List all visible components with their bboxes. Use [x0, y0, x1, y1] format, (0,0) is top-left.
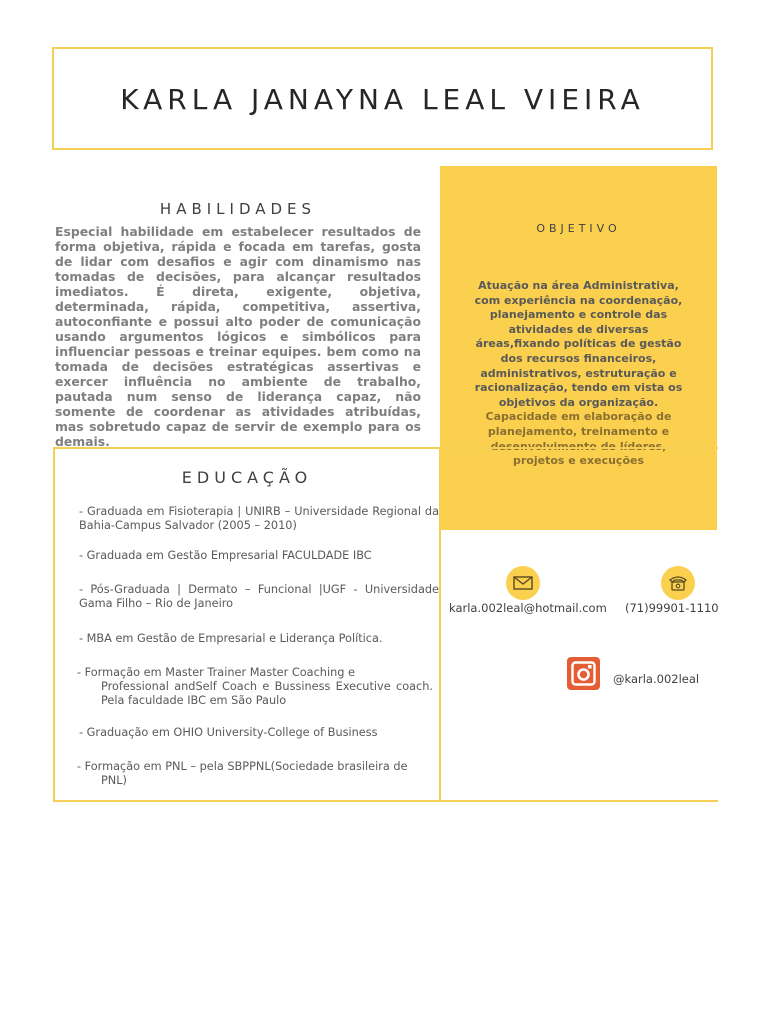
envelope-icon: [506, 566, 540, 600]
skills-title: HABILIDADES: [159, 200, 317, 218]
education-item-continued: Professional andSelf Coach e Bussiness Executive coach. Pela faculdade IBC em São Paulo: [101, 680, 433, 707]
skills-text: Especial habilidade em estabelecer resultados de forma objetiva, rápida e focada em tarefas, gosta de lidar com desafios e agir com dinamismo nas tomadas de decisões, para alcançar resultados imediatos. É direta, exigente, objetiva, determinada, rápida, competitiva, assertiva, autoconfiante e possui alto poder de comunicação usando argumentos lógicos e simbólicos para influenciar pessoas e treinar equipes. bem como na tomada de decisões estratégicas assertivas e exercer influência no ambiente de trabalho, pautada num senso de liderança capaz, não somente de coordenar as atividades atribuídas, mas sobretudo capaz de servir de exemplo para os demais.: [55, 224, 421, 449]
full-name: KARLA JANAYNA LEAL VIEIRA: [120, 83, 645, 116]
education-item: - Formação em Master Trainer Master Coaching e: [77, 666, 355, 679]
instagram-handle[interactable]: @karla.002leal: [613, 672, 700, 686]
education-item: - Graduação em OHIO University-College of Business: [79, 726, 378, 739]
phone-icon: [661, 566, 695, 600]
phone-text[interactable]: (71)99901-1110: [625, 601, 719, 615]
name-header-box: [52, 47, 713, 150]
instagram-icon: [567, 657, 600, 690]
education-divider: [439, 449, 441, 800]
objective-title: OBJETIVO: [536, 222, 621, 235]
education-item: - MBA em Gestão de Empresarial e Liderança Política.: [79, 632, 383, 645]
objective-main-text: Atuação na área Administrativa, com experiência na coordenação, planejamento e controle das atividades de diversas áreas,fixando políticas de gestão dos recursos financeiros, administrativos, estruturação e racionalização, tendo em vista os objetivos da organização.: [474, 279, 683, 409]
education-item: - Pós-Graduada | Dermato – Funcional |UGF - Universidade Gama Filho – Rio de Janeiro: [79, 583, 439, 610]
objective-extra-text: Capacidade em elaboração de planejamento, treinamento e desenvolvimento de líderes, projetos e execuções: [485, 410, 672, 468]
education-item: - Graduada em Gestão Empresarial FACULDADE IBC: [79, 549, 372, 562]
education-item-continued: PNL): [101, 774, 127, 787]
education-item: - Formação em PNL – pela SBPPNL(Sociedade brasileira de: [77, 760, 408, 773]
education-box: [53, 447, 718, 802]
education-item: - Graduada em Fisioterapia | UNIRB – Universidade Regional da Bahia-Campus Salvador (2005 – 2010): [79, 505, 439, 532]
objective-text: [466, 279, 691, 469]
email-text[interactable]: karla.002leal@hotmail.com: [449, 601, 607, 615]
education-title: EDUCAÇÃO: [181, 468, 313, 487]
